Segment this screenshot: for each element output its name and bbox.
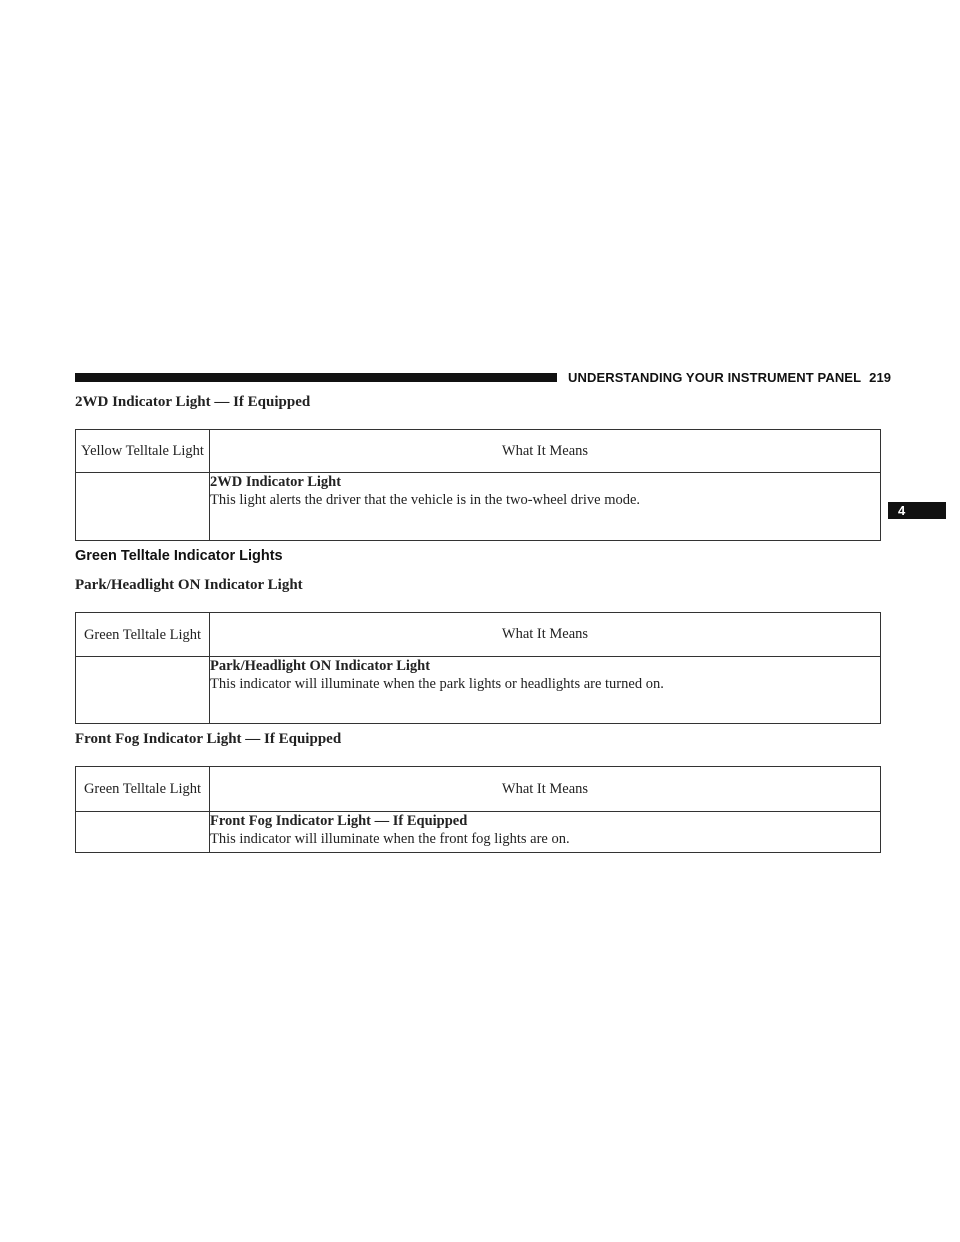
telltale-table-park [75, 612, 881, 724]
indicator-title: Park/Headlight ON Indicator Light [210, 658, 431, 674]
chapter-tab: 4 [888, 502, 946, 519]
telltale-table-fog [75, 766, 881, 853]
col-header-meaning: What It Means [210, 613, 881, 657]
meaning-cell [210, 812, 881, 853]
green-telltale-heading: Green Telltale Indicator Lights [75, 548, 283, 564]
col-header-telltale: Yellow Telltale Light [76, 430, 210, 473]
running-header [568, 370, 891, 385]
indicator-title: Front Fog Indicator Light — If Equipped [210, 813, 468, 829]
section-heading-2wd: 2WD Indicator Light — If Equipped [75, 394, 311, 410]
telltale-icon-cell [76, 473, 210, 541]
chapter-title: UNDERSTANDING YOUR INSTRUMENT PANEL [568, 370, 862, 385]
col-header-meaning: What It Means [210, 430, 881, 473]
col-header-telltale: Green Telltale Light [76, 613, 210, 657]
col-header-telltale: Green Telltale Light [76, 767, 210, 812]
telltale-table-2wd [75, 429, 881, 541]
indicator-title: 2WD Indicator Light [210, 474, 342, 490]
telltale-icon-cell [76, 812, 210, 853]
meaning-cell [210, 657, 881, 724]
col-header-meaning: What It Means [210, 767, 881, 812]
page-number: 219 [869, 370, 892, 385]
indicator-description: This indicator will illuminate when the front fog lights are on. [210, 831, 570, 847]
indicator-description: This light alerts the driver that the vehicle is in the two-wheel drive mode. [210, 492, 641, 508]
indicator-description: This indicator will illuminate when the park lights or headlights are turned on. [210, 676, 664, 692]
section-heading-fog: Front Fog Indicator Light — If Equipped [75, 731, 342, 747]
header-rule [75, 373, 557, 382]
section-heading-park: Park/Headlight ON Indicator Light [75, 577, 303, 593]
telltale-icon-cell [76, 657, 210, 724]
meaning-cell [210, 473, 881, 541]
